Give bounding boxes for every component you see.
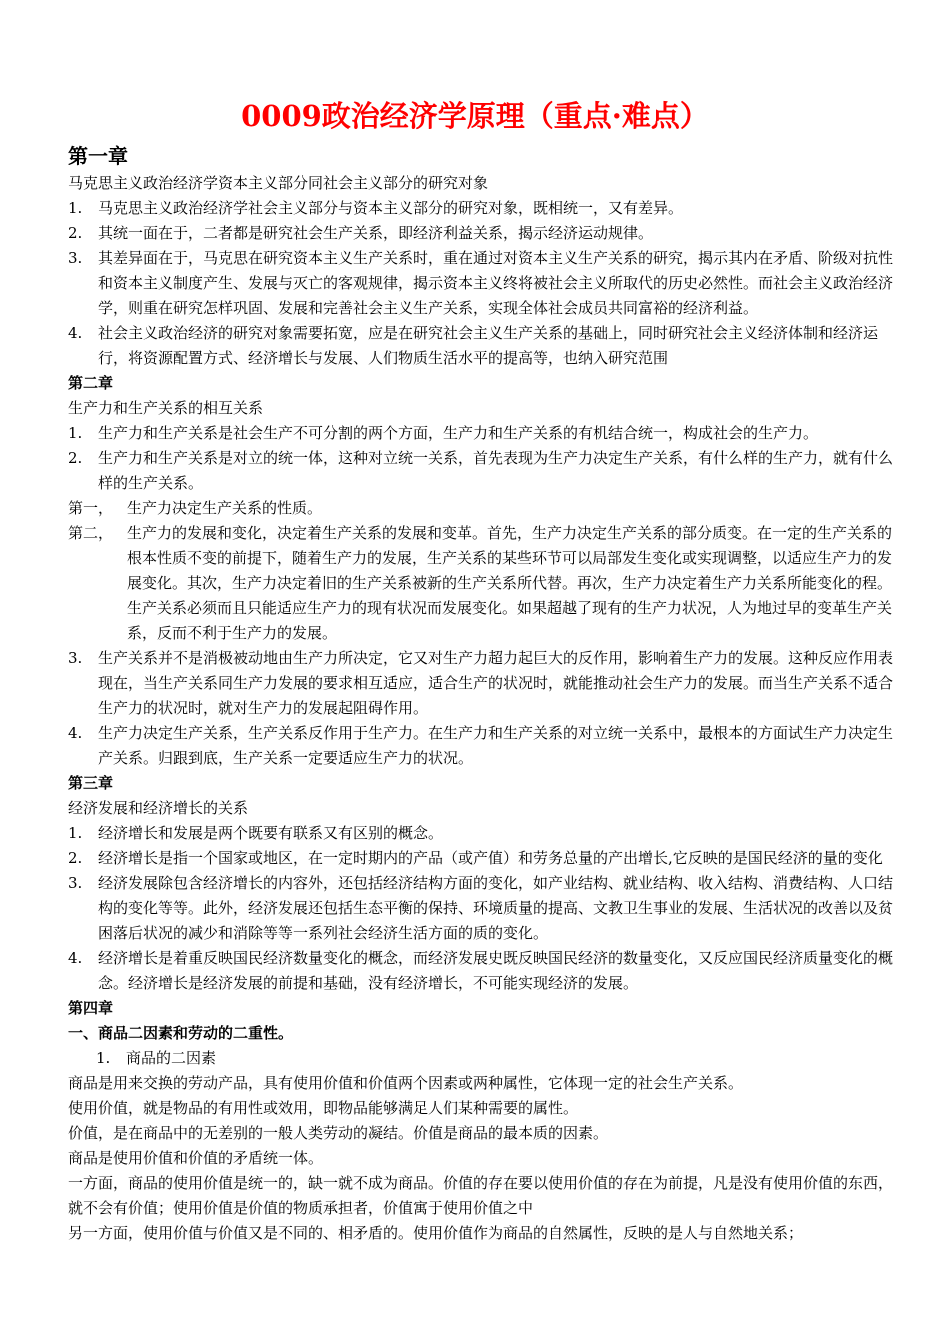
list-item bbox=[68, 721, 898, 771]
list-item bbox=[68, 321, 898, 371]
list-number: 2. bbox=[68, 849, 83, 867]
list-item bbox=[68, 196, 898, 221]
list-number: 3. bbox=[68, 874, 83, 892]
ordinal-text: 生产力决定生产关系的性质。 bbox=[127, 499, 323, 517]
list-text: 其差异面在于，马克思在研究资本主义生产关系时，重在通过对资本主义生产关系的研究，揭示其内在矛盾、阶级对抗性和资本主义制度产生、发展与灭亡的客观规律，揭示资本主义终将被社会主义所取代的历史必然性。而社会主义政治经济学，则重在研究怎样巩固、发展和完善社会主义生产关系，实现全体社会成员共同富裕的经济利益。 bbox=[98, 249, 894, 317]
ordinal-label: 第二， bbox=[68, 524, 114, 542]
list-text: 生产力决定生产关系，生产关系反作用于生产力。在生产力和生产关系的对立统一关系中，最根本的方面试生产力决定生产关系。归跟到底，生产关系一定要适应生产力的状况。 bbox=[98, 724, 894, 767]
list-text: 马克思主义政治经济学社会主义部分与资本主义部分的研究对象，既相统一，又有差异。 bbox=[98, 199, 684, 217]
ordinal-text: 生产力的发展和变化，决定着生产关系的发展和变革。首先，生产力决定生产关系的部分质变。在一定的生产关系的根本性质不变的前提下，随着生产力的发展，生产关系的某些环节可以局部发生变化或实现调整，以适应生产力的发展变化。其次，生产力决定着旧的生产关系被新的生产关系所代替。再次，生产力决定着生产力关系所能变化的程。生产关系必须而且只能适应生产力的现有状况而发展变化。如果超越了现有的生产力状况，人为地过早的变革生产关系，反而不利于生产力的发展。 bbox=[127, 524, 893, 642]
list-item bbox=[68, 446, 898, 496]
sub-number: 1. bbox=[96, 1049, 111, 1067]
chapter-4-heading: 第四章 bbox=[68, 999, 114, 1017]
paragraph: 商品是用来交换的劳动产品，具有使用价值和价值两个因素或两种属性，它体现一定的社会生产关系。 bbox=[68, 1074, 744, 1092]
list-item bbox=[68, 421, 898, 446]
list-text: 社会主义政治经济的研究对象需要拓宽，应是在研究社会主义生产关系的基础上，同时研究社会主义经济体制和经济运行，将资源配置方式、经济增长与发展、人们物质生活水平的提高等，也纳入研究范围 bbox=[98, 324, 879, 367]
list-item bbox=[68, 246, 898, 321]
ordinal-item bbox=[68, 496, 898, 521]
chapter-3-heading: 第三章 bbox=[68, 774, 114, 792]
list-text: 经济增长是着重反映国民经济数量变化的概念，而经济发展史既反映国民经济的数量变化，又反应国民经济质量变化的概念。经济增长是经济发展的前提和基础，没有经济增长，不可能实现经济的发展。 bbox=[98, 949, 894, 992]
paragraph: 一方面，商品的使用价值是统一的，缺一就不成为商品。价值的存在要以使用价值的存在为前提，凡是没有使用价值的东西，就不会有价值；使用价值是价值的物质承担者，价值寓于使用价值之中 bbox=[68, 1174, 894, 1217]
list-number: 4. bbox=[68, 324, 83, 342]
list-number: 4. bbox=[68, 724, 83, 742]
sub-title: 商品的二因素 bbox=[126, 1049, 217, 1067]
list-text: 经济发展除包含经济增长的内容外，还包括经济结构方面的变化，如产业结构、就业结构、收入结构、消费结构、人口结构的变化等等。此外，经济发展还包括生态平衡的保持、环境质量的提高、文教卫生事业的发展、生活状况的改善以及贫困落后状况的减少和消除等等一系列社会经济生活方面的质的变化。 bbox=[98, 874, 894, 942]
list-text: 生产力和生产关系是对立的统一体，这种对立统一关系，首先表现为生产力决定生产关系，有什么样的生产力，就有什么样的生产关系。 bbox=[98, 449, 894, 492]
chapter-2-heading: 第二章 bbox=[68, 374, 114, 392]
list-item bbox=[68, 846, 898, 871]
document-body bbox=[68, 141, 898, 1246]
list-number: 2. bbox=[68, 224, 83, 242]
paragraph: 使用价值，就是物品的有用性或效用，即物品能够满足人们某种需要的属性。 bbox=[68, 1099, 579, 1117]
list-number: 3. bbox=[68, 649, 83, 667]
ordinal-label: 第一， bbox=[68, 499, 114, 517]
list-number: 1. bbox=[68, 824, 83, 842]
list-text: 生产关系并不是消极被动地由生产力所决定，它又对生产力超力起巨大的反作用，影响着生产力的发展。这种反应作用表现在，当生产关系同生产力发展的要求相互适应，适合生产的状况时，就能推动社会生产力的发展。而当生产关系不适合生产力的状况时，就对生产力的发展起阻碍作用。 bbox=[98, 649, 894, 717]
paragraph: 另一方面，使用价值与价值又是不同的、相矛盾的。使用价值作为商品的自然属性，反映的是人与自然地关系； bbox=[68, 1224, 804, 1242]
list-number: 1. bbox=[68, 424, 83, 442]
chapter-1-subtitle: 马克思主义政治经济学资本主义部分同社会主义部分的研究对象 bbox=[68, 174, 489, 192]
list-text: 生产力和生产关系是社会生产不可分割的两个方面，生产力和生产关系的有机结合统一，构成社会的生产力。 bbox=[98, 424, 819, 442]
list-text: 经济增长是指一个国家或地区，在一定时期内的产品（或产值）和劳务总量的产出增长,它反映的是国民经济的量的变化 bbox=[98, 849, 883, 867]
chapter-1-heading: 第一章 bbox=[68, 144, 128, 168]
list-item bbox=[68, 221, 898, 246]
list-item bbox=[68, 646, 898, 721]
list-number: 1. bbox=[68, 199, 83, 217]
ordinal-item bbox=[68, 521, 898, 646]
list-number: 3. bbox=[68, 249, 83, 267]
list-text: 经济增长和发展是两个既要有联系又有区别的概念。 bbox=[98, 824, 444, 842]
sub-item bbox=[68, 1046, 898, 1071]
list-item bbox=[68, 871, 898, 946]
chapter-3-subtitle: 经济发展和经济增长的关系 bbox=[68, 799, 249, 817]
list-item bbox=[68, 821, 898, 846]
list-number: 4. bbox=[68, 949, 83, 967]
paragraph: 价值，是在商品中的无差别的一般人类劳动的凝结。价值是商品的最本质的因素。 bbox=[68, 1124, 609, 1142]
list-item bbox=[68, 946, 898, 996]
document-title: 0009政治经济学原理（重点·难点） bbox=[241, 99, 709, 133]
list-number: 2. bbox=[68, 449, 83, 467]
paragraph: 商品是使用价值和价值的矛盾统一体。 bbox=[68, 1149, 324, 1167]
chapter-2-subtitle: 生产力和生产关系的相互关系 bbox=[68, 399, 264, 417]
chapter-4-section: 一、商品二因素和劳动的二重性。 bbox=[68, 1024, 294, 1042]
list-text: 其统一面在于，二者都是研究社会生产关系，即经济利益关系，揭示经济运动规律。 bbox=[98, 224, 654, 242]
